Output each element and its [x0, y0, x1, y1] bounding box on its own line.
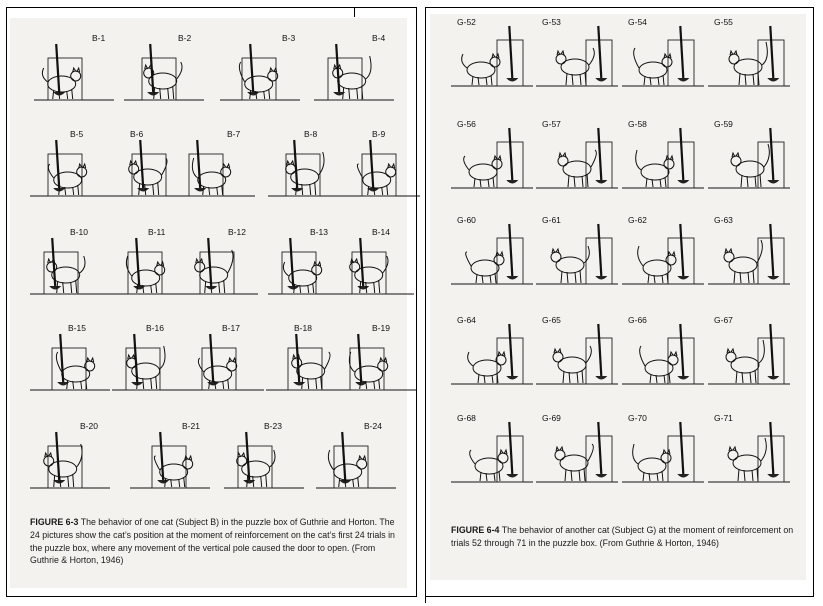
- cat-figure: [126, 256, 164, 293]
- food-bowl: [677, 78, 689, 82]
- trial-panel: [30, 422, 110, 504]
- puzzle-box-cat-drawing: [622, 120, 704, 202]
- cat-figure: [198, 358, 236, 389]
- cat-figure: [470, 450, 508, 481]
- food-bowl: [767, 78, 779, 82]
- food-bowl: [677, 474, 689, 478]
- trial-label: G-71: [714, 413, 733, 423]
- puzzle-box-cat-drawing: [622, 414, 704, 496]
- cat-figure: [731, 144, 769, 187]
- food-bowl: [291, 188, 303, 192]
- trial-panel: [708, 216, 790, 298]
- trial-label: G-58: [628, 119, 647, 129]
- food-bowl: [677, 180, 689, 184]
- trial-label: G-56: [457, 119, 476, 129]
- puzzle-box-cat-drawing: [124, 34, 204, 116]
- puzzle-box-cat-drawing: [708, 18, 790, 100]
- trial-label: B-7: [227, 129, 241, 139]
- puzzle-box: [352, 252, 386, 294]
- puzzle-box-cat-drawing: [314, 34, 394, 116]
- food-bowl: [677, 276, 689, 280]
- trial-panel: [112, 324, 192, 406]
- trial-panel: [220, 34, 300, 116]
- trial-panel: [536, 316, 618, 398]
- vertical-pole: [509, 128, 512, 180]
- puzzle-box: [189, 154, 223, 196]
- trial-panel: [708, 414, 790, 496]
- food-bowl: [367, 188, 379, 192]
- puzzle-box: [44, 252, 78, 294]
- trial-panel: [314, 34, 394, 116]
- puzzle-box-cat-drawing: [34, 34, 114, 116]
- vertical-pole: [136, 238, 139, 286]
- trial-label: G-57: [542, 119, 561, 129]
- trial-panel: [184, 324, 264, 406]
- cat-figure: [556, 48, 594, 85]
- trial-label: B-10: [70, 227, 88, 237]
- trial-panel: [536, 414, 618, 496]
- cat-figure: [728, 438, 766, 481]
- trial-label: B-5: [70, 129, 84, 139]
- cat-figure: [634, 48, 672, 85]
- puzzle-box: [238, 446, 272, 488]
- vertical-pole: [509, 422, 512, 474]
- puzzle-box-cat-drawing: [708, 414, 790, 496]
- puzzle-box-cat-drawing: [708, 120, 790, 202]
- trial-panel: [334, 228, 414, 310]
- puzzle-box-cat-drawing: [451, 120, 533, 202]
- vertical-pole: [56, 432, 59, 480]
- puzzle-box: [288, 348, 322, 390]
- food-bowl: [194, 188, 206, 192]
- vertical-pole: [598, 422, 601, 474]
- trial-label: B-17: [222, 323, 240, 333]
- puzzle-box-cat-drawing: [112, 324, 192, 406]
- vertical-pole: [509, 224, 512, 276]
- food-bowl: [506, 276, 518, 280]
- trial-label: G-67: [714, 315, 733, 325]
- puzzle-box: [282, 252, 316, 294]
- page-tick-mark: [354, 7, 355, 17]
- vertical-pole: [680, 422, 683, 474]
- vertical-pole: [680, 26, 683, 78]
- trial-panel: [336, 324, 416, 406]
- trial-panel: [266, 324, 346, 406]
- cat-figure: [633, 444, 671, 481]
- puzzle-box-cat-drawing: [451, 18, 533, 100]
- cat-figure: [462, 54, 500, 85]
- trial-panel: [708, 316, 790, 398]
- trial-label: B-23: [264, 421, 282, 431]
- food-bowl: [287, 286, 299, 290]
- food-bowl: [157, 480, 169, 484]
- trial-panel: [622, 316, 704, 398]
- trial-panel: [316, 422, 396, 504]
- puzzle-box-cat-drawing: [451, 414, 533, 496]
- puzzle-box-cat-drawing: [268, 130, 348, 212]
- puzzle-box-cat-drawing: [622, 316, 704, 398]
- trial-label: B-15: [68, 323, 86, 333]
- cat-figure: [640, 346, 678, 383]
- puzzle-box: [142, 58, 176, 100]
- food-bowl: [595, 180, 607, 184]
- food-bowl: [595, 276, 607, 280]
- trial-panel: [451, 316, 533, 398]
- trial-label: B-13: [310, 227, 328, 237]
- cat-figure: [350, 256, 388, 293]
- puzzle-box-cat-drawing: [30, 130, 110, 212]
- cat-figure: [286, 152, 324, 195]
- cat-figure: [724, 240, 762, 283]
- vertical-pole: [160, 432, 163, 480]
- puzzle-box-cat-drawing: [536, 120, 618, 202]
- food-bowl: [506, 180, 518, 184]
- cat-figure: [464, 156, 502, 187]
- figure-6-3-caption-text: The behavior of one cat (Subject B) in the puzzle box of Guthrie and Horton. The 24 pictures show the cat’s position at the moment of reinforcement on the cat’s first 24 trials in the puzzle box, where any movement of the vertical pole caused the door to open. (From Guthrie & Horton, 1946): [30, 517, 395, 566]
- vertical-pole: [770, 422, 773, 474]
- food-bowl: [506, 78, 518, 82]
- cat-figure: [48, 164, 86, 195]
- food-bowl: [677, 376, 689, 380]
- puzzle-box-cat-drawing: [536, 316, 618, 398]
- vertical-pole: [770, 224, 773, 276]
- trial-panel: [30, 130, 110, 212]
- cat-figure: [551, 246, 589, 283]
- trial-label: G-52: [457, 17, 476, 27]
- puzzle-box-cat-drawing: [316, 422, 396, 504]
- vertical-pole: [680, 224, 683, 276]
- trial-label: B-24: [364, 421, 382, 431]
- trial-panel: [124, 34, 204, 116]
- vertical-pole: [342, 432, 345, 480]
- vertical-pole: [140, 140, 143, 188]
- puzzle-box-cat-drawing: [536, 18, 618, 100]
- puzzle-box-cat-drawing: [336, 324, 416, 406]
- trial-label: B-9: [372, 129, 386, 139]
- vertical-pole: [680, 128, 683, 180]
- cat-figure: [349, 352, 387, 389]
- trial-label: B-18: [294, 323, 312, 333]
- trial-label: B-8: [304, 129, 318, 139]
- trial-panel: [622, 414, 704, 496]
- puzzle-box-cat-drawing: [340, 130, 420, 212]
- vertical-pole: [598, 128, 601, 180]
- food-bowl: [595, 78, 607, 82]
- puzzle-box-cat-drawing: [536, 414, 618, 496]
- puzzle-box-cat-drawing: [224, 422, 304, 504]
- puzzle-box: [362, 154, 396, 196]
- puzzle-box: [152, 446, 186, 488]
- vertical-pole: [598, 224, 601, 276]
- puzzle-box-cat-drawing: [266, 324, 346, 406]
- cat-figure: [468, 352, 506, 383]
- figure-6-3-label: FIGURE 6-3: [30, 517, 79, 527]
- trial-label: B-1: [92, 33, 106, 43]
- cat-figure: [638, 246, 676, 283]
- vertical-pole: [210, 334, 213, 382]
- trial-panel: [175, 130, 255, 212]
- food-bowl: [595, 376, 607, 380]
- trial-label: B-20: [80, 421, 98, 431]
- figure-6-3-caption: [30, 516, 398, 567]
- vertical-pole: [358, 334, 361, 382]
- trial-label: G-60: [457, 215, 476, 225]
- vertical-pole: [294, 140, 297, 188]
- cat-figure: [129, 158, 167, 195]
- trial-label: G-61: [542, 215, 561, 225]
- trial-panel: [451, 18, 533, 100]
- trial-label: G-70: [628, 413, 647, 423]
- trial-panel: [30, 324, 110, 406]
- vertical-pole: [208, 238, 211, 286]
- puzzle-box-cat-drawing: [178, 228, 258, 310]
- puzzle-box-cat-drawing: [175, 130, 255, 212]
- trial-label: B-6: [130, 129, 144, 139]
- puzzle-box-cat-drawing: [708, 216, 790, 298]
- trial-label: B-21: [182, 421, 200, 431]
- puzzle-box-cat-drawing: [30, 324, 110, 406]
- puzzle-box-cat-drawing: [708, 316, 790, 398]
- trial-panel: [708, 120, 790, 202]
- puzzle-box-cat-drawing: [184, 324, 264, 406]
- trial-panel: [622, 120, 704, 202]
- trial-label: G-54: [628, 17, 647, 27]
- cat-figure: [237, 450, 275, 487]
- trial-label: B-14: [372, 227, 390, 237]
- trial-label: B-16: [146, 323, 164, 333]
- vertical-pole: [250, 44, 253, 92]
- vertical-pole: [56, 140, 59, 188]
- trial-panel: [536, 216, 618, 298]
- vertical-pole: [770, 26, 773, 78]
- trial-label: G-63: [714, 215, 733, 225]
- puzzle-box-cat-drawing: [220, 34, 300, 116]
- cat-figure: [239, 62, 277, 99]
- food-bowl: [506, 474, 518, 478]
- trial-label: B-2: [178, 33, 192, 43]
- trial-panel: [708, 18, 790, 100]
- cat-figure: [555, 444, 593, 481]
- vertical-pole: [290, 238, 293, 286]
- food-bowl: [506, 376, 518, 380]
- puzzle-box-cat-drawing: [536, 216, 618, 298]
- puzzle-box-cat-drawing: [622, 18, 704, 100]
- trial-panel: [622, 18, 704, 100]
- cat-figure: [558, 150, 596, 187]
- puzzle-box-cat-drawing: [451, 216, 533, 298]
- vertical-pole: [246, 432, 249, 480]
- figure-6-4-caption-text: The behavior of another cat (Subject G) at the moment of reinforcement on trials 52 through 71 in the puzzle box. (From Guthrie & Horton, 1946): [451, 525, 794, 548]
- puzzle-box-cat-drawing: [30, 422, 110, 504]
- food-bowl: [247, 92, 259, 96]
- trial-label: G-66: [628, 315, 647, 325]
- food-bowl: [147, 92, 159, 96]
- trial-panel: [340, 130, 420, 212]
- trial-label: B-3: [282, 33, 296, 43]
- trial-panel: [130, 422, 210, 504]
- trial-panel: [536, 18, 618, 100]
- puzzle-box-cat-drawing: [334, 228, 414, 310]
- trial-label: G-68: [457, 413, 476, 423]
- page-tick-mark: [425, 597, 426, 603]
- trial-label: G-69: [542, 413, 561, 423]
- trial-panel: [34, 34, 114, 116]
- puzzle-box-cat-drawing: [451, 316, 533, 398]
- trial-label: B-19: [372, 323, 390, 333]
- trial-panel: [451, 216, 533, 298]
- trial-panel: [451, 414, 533, 496]
- food-bowl: [595, 474, 607, 478]
- figure-6-4-label: FIGURE 6-4: [451, 525, 500, 535]
- food-bowl: [767, 180, 779, 184]
- trial-label: G-53: [542, 17, 561, 27]
- vertical-pole: [680, 324, 683, 376]
- food-bowl: [357, 286, 369, 290]
- food-bowl: [767, 276, 779, 280]
- figure-6-4-caption: [451, 524, 801, 550]
- food-bowl: [767, 474, 779, 478]
- food-bowl: [53, 480, 65, 484]
- trial-panel: [178, 228, 258, 310]
- trial-label: B-4: [372, 33, 386, 43]
- cat-figure: [729, 42, 767, 85]
- trial-label: B-11: [148, 227, 166, 237]
- vertical-pole: [370, 140, 373, 188]
- vertical-pole: [770, 128, 773, 180]
- puzzle-box-cat-drawing: [30, 228, 110, 310]
- trial-panel: [451, 120, 533, 202]
- vertical-pole: [770, 324, 773, 376]
- trial-label: G-62: [628, 215, 647, 225]
- trial-panel: [30, 228, 110, 310]
- puzzle-box-cat-drawing: [130, 422, 210, 504]
- trial-label: G-55: [714, 17, 733, 27]
- food-bowl: [49, 286, 61, 290]
- trial-label: G-59: [714, 119, 733, 129]
- food-bowl: [293, 382, 305, 386]
- trial-panel: [268, 130, 348, 212]
- trial-panel: [224, 422, 304, 504]
- trial-label: G-64: [457, 315, 476, 325]
- vertical-pole: [598, 324, 601, 376]
- vertical-pole: [360, 238, 363, 286]
- food-bowl: [767, 376, 779, 380]
- puzzle-box-cat-drawing: [622, 216, 704, 298]
- vertical-pole: [509, 324, 512, 376]
- trial-panel: [622, 216, 704, 298]
- trial-label: B-12: [228, 227, 246, 237]
- vertical-pole: [509, 26, 512, 78]
- vertical-pole: [56, 44, 59, 92]
- cat-figure: [466, 252, 504, 283]
- trial-panel: [536, 120, 618, 202]
- vertical-pole: [598, 26, 601, 78]
- cat-figure: [726, 340, 764, 383]
- trial-label: G-65: [542, 315, 561, 325]
